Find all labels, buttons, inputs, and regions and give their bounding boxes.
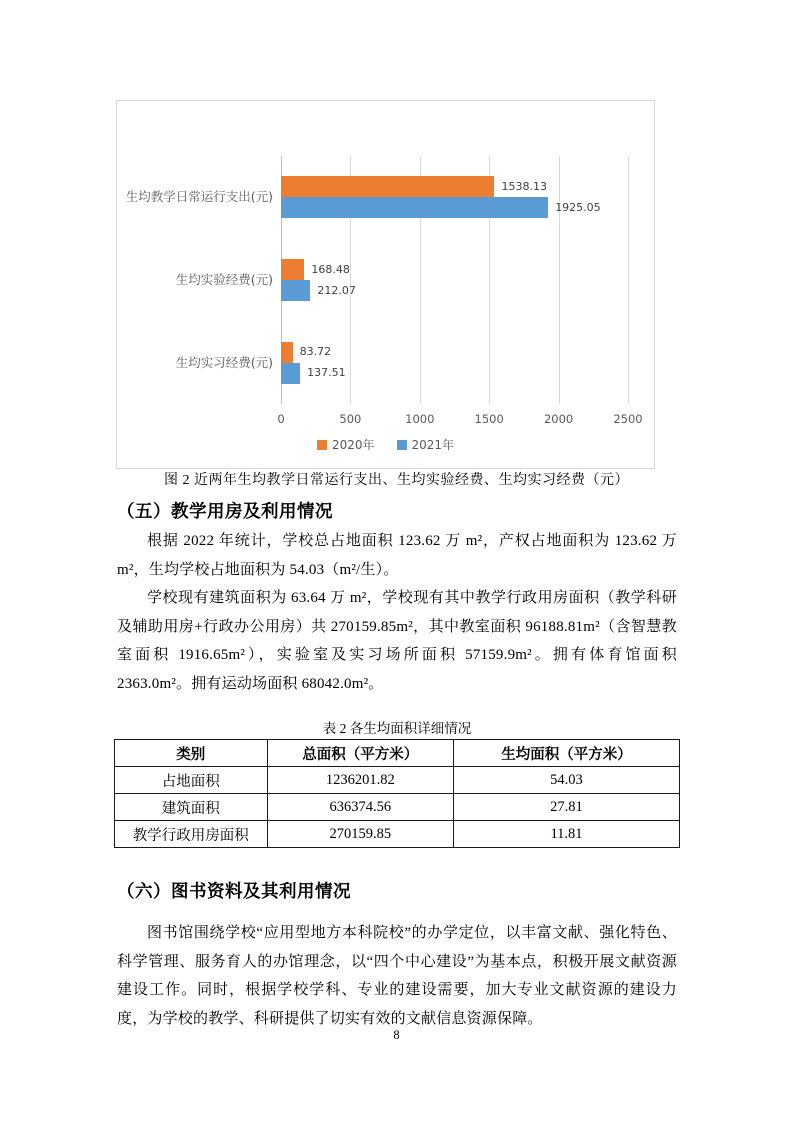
bar-2021年-1 <box>281 280 310 301</box>
bar-value-label: 137.51 <box>307 366 346 380</box>
table-row <box>115 821 680 848</box>
bar-value-label: 1538.13 <box>501 179 547 193</box>
table-row <box>115 767 680 794</box>
table-cell: 11.81 <box>453 821 679 848</box>
area-table <box>114 739 680 848</box>
x-axis-tick-label: 1000 <box>405 412 435 426</box>
table-cell: 1236201.82 <box>267 767 453 794</box>
legend-item-2020年 <box>317 439 375 451</box>
table-cell: 270159.85 <box>267 821 453 848</box>
x-axis-tick-label: 2000 <box>543 412 574 426</box>
legend-label: 2020年 <box>331 438 375 452</box>
bar-2020年-2 <box>281 342 293 363</box>
x-axis-tick-label: 500 <box>339 412 362 426</box>
bar-chart <box>116 100 655 469</box>
table-cell: 占地面积 <box>115 767 268 794</box>
table-cell: 建筑面积 <box>115 794 268 821</box>
gridline <box>559 156 560 404</box>
bar-2020年-1 <box>281 259 304 280</box>
body-paragraph: 图书馆围绕学校“应用型地方本科院校”的办学定位，以丰富文献、强化特色、科学管理、服务育人的办馆理念，以“四个中心建设”为基本点，积极开展文献资源建设工作。同时，根据学校学科、专业的建设需要，加大专业文献资源的建设力度，为学校的教学、科研提供了切实有效的文献信息资源保障。 <box>117 925 677 1027</box>
x-axis-tick-label: 2500 <box>613 412 643 426</box>
bar-value-label: 212.07 <box>317 283 356 297</box>
table-cell: 27.81 <box>453 794 679 821</box>
figure-caption: 图 2 近两年生均教学日常运行支出、生均实验经费、生均实习经费（元） <box>164 473 629 488</box>
bar-value-label: 83.72 <box>299 345 332 359</box>
table-header-row <box>115 740 680 767</box>
bar-value-label: 1925.05 <box>555 200 601 214</box>
table-header-cell: 类别 <box>115 740 268 767</box>
table-cell: 636374.56 <box>267 794 453 821</box>
category-label: 生均实验经费(元) <box>175 272 273 287</box>
legend-label: 2021年 <box>411 438 455 452</box>
section6-paragraphs <box>117 919 677 1033</box>
bar-2020年-0 <box>281 176 494 197</box>
category-label: 生均实习经费(元) <box>175 354 273 370</box>
table-cell: 54.03 <box>453 767 679 794</box>
table-header-cell: 生均面积（平方米） <box>453 740 679 767</box>
chart-legend <box>117 439 654 451</box>
legend-swatch-2020年 <box>317 440 327 450</box>
legend-swatch-2021年 <box>397 440 407 450</box>
table-cell: 教学行政用房面积 <box>115 821 268 848</box>
x-axis-tick-label: 0 <box>277 412 285 426</box>
bar-2021年-0 <box>281 197 548 218</box>
table-caption: 表 2 各生均面积详细情况 <box>322 721 472 736</box>
area-table-header <box>115 740 680 767</box>
section6-heading: （六）图书资料及其利用情况 <box>117 881 351 901</box>
section5-heading: （五）教学用房及利用情况 <box>117 501 333 521</box>
body-paragraph: 学校现有建筑面积为 63.64 万 m²，学校现有其中教学行政用房面积（教学科研及辅助用房+行政办公用房）共 270159.85m²，其中教室面积 96188.81m²（含智慧教室面积 1916.65m²），实验室及实习场所面积 57159.9m²。拥有体育馆面积 2363.0m²。拥有运动场面积 68042.0m²。 <box>117 590 677 692</box>
area-table-body <box>115 767 680 848</box>
bar-2021年-2 <box>281 363 300 384</box>
table-header-cell: 总面积（平方米） <box>267 740 453 767</box>
bar-value-label: 168.48 <box>311 262 350 276</box>
body-paragraph: 根据 2022 年统计，学校总占地面积 123.62 万 m²，产权占地面积为 123.62 万 m²，生均学校占地面积为 54.03（m²/生）。 <box>117 533 677 578</box>
category-label: 生均教学日常运行支出(元) <box>125 189 273 205</box>
legend-item-2021年 <box>397 439 455 451</box>
x-axis-tick-label: 1500 <box>474 412 504 426</box>
section5-paragraphs <box>117 527 677 698</box>
gridline <box>628 156 629 404</box>
page-number: 8 <box>393 1028 400 1042</box>
table-row <box>115 794 680 821</box>
